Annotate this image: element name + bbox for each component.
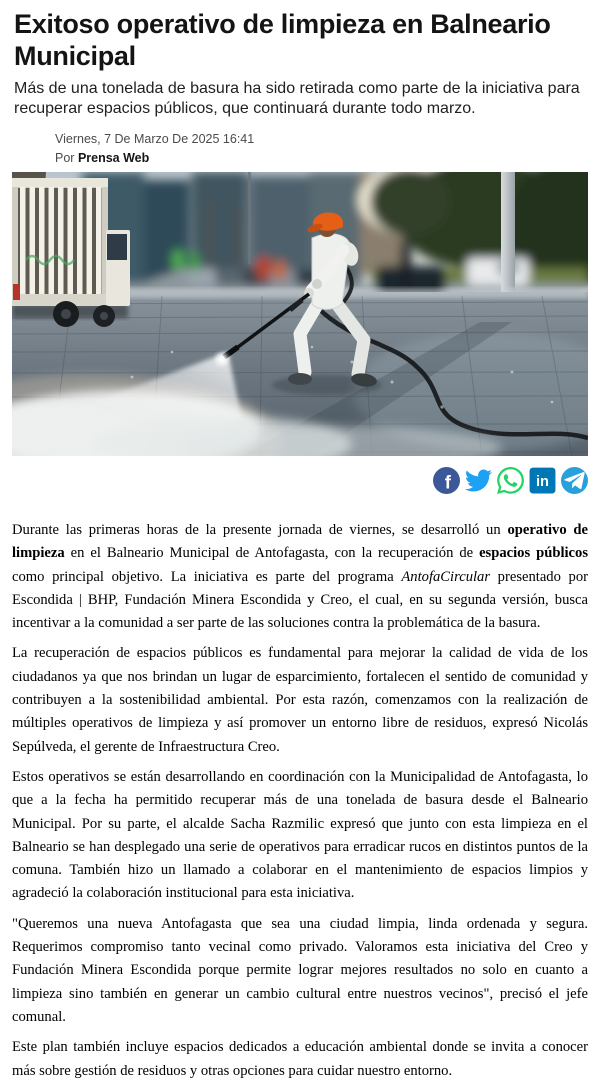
share-linkedin-button[interactable] bbox=[529, 467, 556, 494]
article-body bbox=[12, 519, 588, 1083]
article-subtitle: Más de una tonelada de basura ha sido retirada como parte de la iniciativa para recuperar espacios públicos, que continuará durante todo marzo. bbox=[14, 80, 580, 117]
thin-pole bbox=[248, 172, 251, 264]
article-paragraph: Durante las primeras horas de la presente jornada de viernes, se desarrolló un operativo de limpieza en el Balneario Municipal de Antofagasta, con la recuperación de espacios públicos como principal objetivo. La iniciativa es parte del programa AntofaCircular presentado por Escondida | BHP, Fundación Minera Escondida y Creo, el cual, en su segunda versión, busca incentivar a la comunidad a ser parte de las soluciones contra la problemática de la basura. bbox=[12, 522, 589, 632]
telegram-icon bbox=[561, 467, 588, 494]
linkedin-icon bbox=[529, 467, 556, 494]
share-buttons-row bbox=[12, 467, 588, 494]
article-paragraph: La recuperación de espacios públicos es fundamental para mejorar la calidad de vida de los ciudadanos ya que nos brindan un lugar de esparcimiento, fortalecen el sentido de comunidad y contribuyen a la sostenibilidad ambiental. Por esta razón, comenzamos con la realización de múltiples operativos de limpieza y así promover un entorno libre de residuos, expresó Nicolás Sepúlveda, el gerente de Infraestructura Creo. bbox=[12, 645, 588, 755]
author-name: Prensa Web bbox=[77, 151, 150, 165]
share-twitter-button[interactable] bbox=[465, 467, 492, 494]
article-title: Exitoso operativo de limpieza en Balneario Municipal bbox=[14, 9, 551, 71]
twitter-icon bbox=[465, 467, 492, 494]
article-paragraph: "Queremos una nueva Antofagasta que sea una ciudad limpia, linda ordenada y segura. Requerimos compromiso tanto vecinal como privado. Valoramos esta iniciativa del Creo y Fundación Minera Escondida porque permite lograr mejores resultados no solo en cuanto a limpieza sino también en generar un cambio cultural entre nuestros vecinos", precisó el jefe comunal. bbox=[12, 915, 588, 1025]
svg-text:f: f bbox=[444, 471, 451, 493]
article-paragraph: Estos operativos se están desarrollando en coordinación con la Municipalidad de Antofagasta, lo que a la fecha ha permitido recuperar más de una tonelada de basura desde el Balneario Municipal. Por su parte, el alcalde Sacha Razmilic expresó que junto con esta limpieza en el Balneario se han desplegado una serie de operativos para erradicar rucos en distintos puntos de la comuna. También hizo un llamado a colaborar en el mantenimiento de espacios limpios y agradeció la colaboración institucional para esta iniciativa. bbox=[12, 768, 588, 902]
article-meta bbox=[55, 132, 588, 166]
share-whatsapp-button[interactable] bbox=[497, 467, 524, 494]
whatsapp-icon bbox=[497, 467, 524, 494]
byline bbox=[55, 151, 588, 166]
share-telegram-button[interactable] bbox=[561, 467, 588, 494]
svg-text:in: in bbox=[536, 474, 549, 491]
share-facebook-button[interactable] bbox=[433, 467, 460, 494]
article-paragraph: Este plan también incluye espacios dedicados a educación ambiental donde se invita a conocer más sobre gestión de residuos y otras opciones para cuidar nuestro entorno. bbox=[12, 1039, 588, 1079]
byline-prefix: Por bbox=[55, 151, 75, 165]
facebook-icon bbox=[433, 467, 460, 494]
publish-date: Viernes, 7 De Marzo De 2025 16:41 bbox=[55, 132, 255, 146]
article-photo bbox=[12, 172, 588, 456]
